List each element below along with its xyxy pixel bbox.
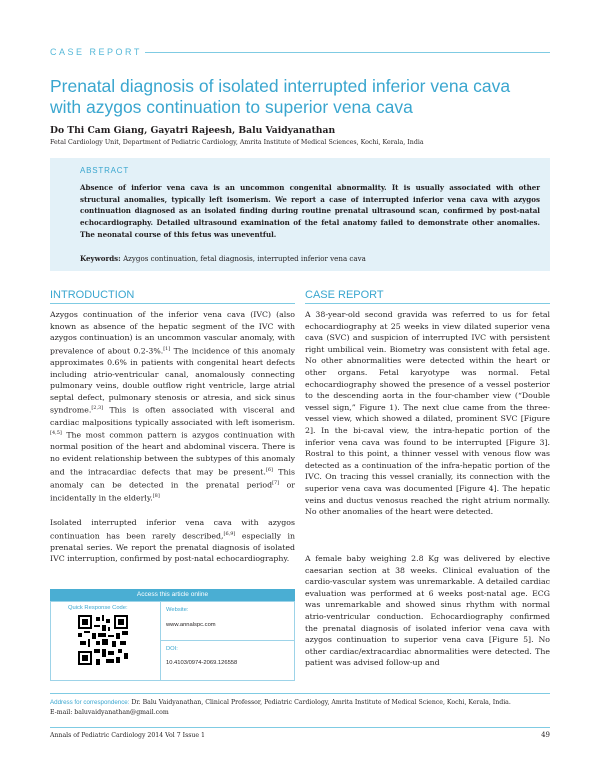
intro-text-d: The most common pattern is azygos continuation with normal position of the heart and abdominal viscera. There is no evident relationship between the subtypes of this anomaly and the intracardiac defects that may be present. <box>50 430 295 477</box>
case-report-paragraph-1: A 38-year-old second gravida was referred to us for fetal echocardiography at 25 weeks in view dilated superior vena cava (SVC) and suspicion of interrupted IVC with persistent right umbilical vein. Biometry was consistent with fetal age. No other abnormalities were detected within the heart or other organs. Fetal karyotype was normal. Fetal echocardiography showed the presence of a vessel posterior to the descending aorta in the four-chamber view (“Double vessel sign,” Figure 1). The next clue came from the three-vessel view, which showed a dilated, prominent SVC [Figure 2]. In the bi-caval view, the intra-hepatic portion of the inferior vena cava was found to be interrupted [Figure 3]. Rostral to this point, a thinner vessel with venous flow was detected as a continuation of the infra-hepatic portion of the IVC. On tracing this vessel cranially, its connection with the superior vena cava was documented [Figure 4]. The hepatic veins and ductus venosus reached the right atrium normally. No other anomalies of the heart were detected. <box>305 310 550 517</box>
access-heading: Access this article online <box>50 589 295 601</box>
introduction-paragraph-2 <box>50 517 295 565</box>
abstract-heading: ABSTRACT <box>80 166 130 175</box>
case-report-heading: CASE REPORT <box>305 289 384 301</box>
case-report-paragraph-2: A female baby weighing 2.8 Kg was delivered by elective caesarian section at 38 weeks. Clinical evaluation of the cardio-vascular system was unremarkable. A detailed cardiac evaluation was performed at 6 weeks post-natal age. ECG was unremarkable and showed sinus rhythm with normal atrio-ventricular conduction. Echocardiography confirmed the prenatal diagnosis of isolated inferior vena cava with azygos continuation to superior vena cava [Figure 5]. No other cardiac/extracardiac abnormalities were detected. The patient was advised follow-up and <box>305 554 550 668</box>
introduction-heading: INTRODUCTION <box>50 289 135 301</box>
citation[interactable]: [8] <box>152 492 160 499</box>
website-label: Website: <box>166 607 189 613</box>
intro-text-c: This is often associated with visceral and cardiac malpositions typically associated with left isomerism. <box>50 405 295 427</box>
citation[interactable]: [2,3] <box>91 405 104 412</box>
introduction-paragraph-1 <box>50 309 295 504</box>
correspondence-text: Dr. Balu Vaidyanathan, Clinical Professor, Pediatric Cardiology, Amrita Institute of Medical Science, Kochi, Kerala, India. <box>129 699 511 706</box>
article-title <box>50 76 550 118</box>
abstract-text: Absence of inferior vena cava is an uncommon congenital abnormality. It is usually associated with other structural anomalies, typically left isomerism. We report a case of interrupted inferior vena cava with azygos continuation diagnosed as an isolated finding during routine prenatal ultrasound scan, confirmed by post-natal echocardiography. Detailed ultrasound examination of the fetal anatomy failed to demonstrate other anomalies. The neonatal course of this fetus was uneventful. <box>80 183 540 239</box>
correspondence-email[interactable]: E-mail: baluvaidyanathan@gmail.com <box>50 709 169 716</box>
citation[interactable]: [7] <box>272 479 280 486</box>
title-line-1: Prenatal diagnosis of isolated interrupted inferior vena cava <box>50 76 511 96</box>
intro-text-h: especially in prenatal series. We report the prenatal diagnosis of isolated IVC interruption, confirmed by post-natal echocardiography. <box>50 531 295 564</box>
website-link[interactable]: www.annalspc.com <box>166 622 216 628</box>
case-report-rule <box>305 303 550 304</box>
intro-text-e: This anomaly can be detected in the prenatal period <box>50 467 295 490</box>
correspondence-rule <box>50 693 550 694</box>
footer-rule <box>50 727 550 728</box>
access-divider <box>160 601 161 681</box>
access-row-divider <box>161 640 295 641</box>
section-rule <box>145 52 550 53</box>
citation[interactable]: [1] <box>163 345 171 352</box>
citation[interactable]: [6] <box>265 466 273 473</box>
keywords <box>80 254 540 263</box>
keywords-text: Azygos continuation, fetal diagnosis, interrupted inferior vena cava <box>123 254 366 263</box>
affiliation: Fetal Cardiology Unit, Department of Pediatric Cardiology, Amrita Institute of Medical Sciences, Kochi, Kerala, India <box>50 139 424 146</box>
citation[interactable]: [6,9] <box>223 530 236 537</box>
doi-link[interactable]: 10.4103/0974-2069.126558 <box>166 660 238 666</box>
intro-text-b: The incidence of this anomaly approximates 0.6% in patients with congenital heart defects including atrio-ventricular canal, anomalously connecting pulmonary veins, double outflow right ventricle, large atrial septal defect, pulmonary stenosis or atresia, and sick sinus syndrome. <box>50 346 295 415</box>
correspondence <box>50 698 550 718</box>
journal-footer: Annals of Pediatric Cardiology 2014 Vol 7 Issue 1 <box>50 732 205 739</box>
qr-code-icon[interactable] <box>78 615 128 665</box>
page-number: 49 <box>541 731 550 739</box>
keywords-label: Keywords: <box>80 254 121 263</box>
authors: Do Thi Cam Giang, Gayatri Rajeesh, Balu Vaidyanathan <box>50 125 336 136</box>
intro-text-g: Isolated interrupted inferior vena cava with azygos continuation has been rarely described, <box>50 518 295 541</box>
doi-label: DOI: <box>166 646 178 652</box>
intro-text-f: or incidentally in the elderly. <box>50 480 295 503</box>
introduction-rule <box>50 303 295 304</box>
correspondence-label: Address for correspondence: <box>50 699 130 706</box>
section-label: CASE REPORT <box>50 47 142 57</box>
title-line-2: with azygos continuation to superior vena cava <box>50 97 413 117</box>
citation[interactable]: [4,5] <box>50 430 62 437</box>
qr-label: Quick Response Code: <box>68 605 128 611</box>
intro-text-a: Azygos continuation of the inferior vena cava (IVC) (also known as absence of the hepatic segment of the IVC with azygos continuation) is an uncommon vascular anomaly, with prevalence of about 0.2-3%. <box>50 310 295 356</box>
